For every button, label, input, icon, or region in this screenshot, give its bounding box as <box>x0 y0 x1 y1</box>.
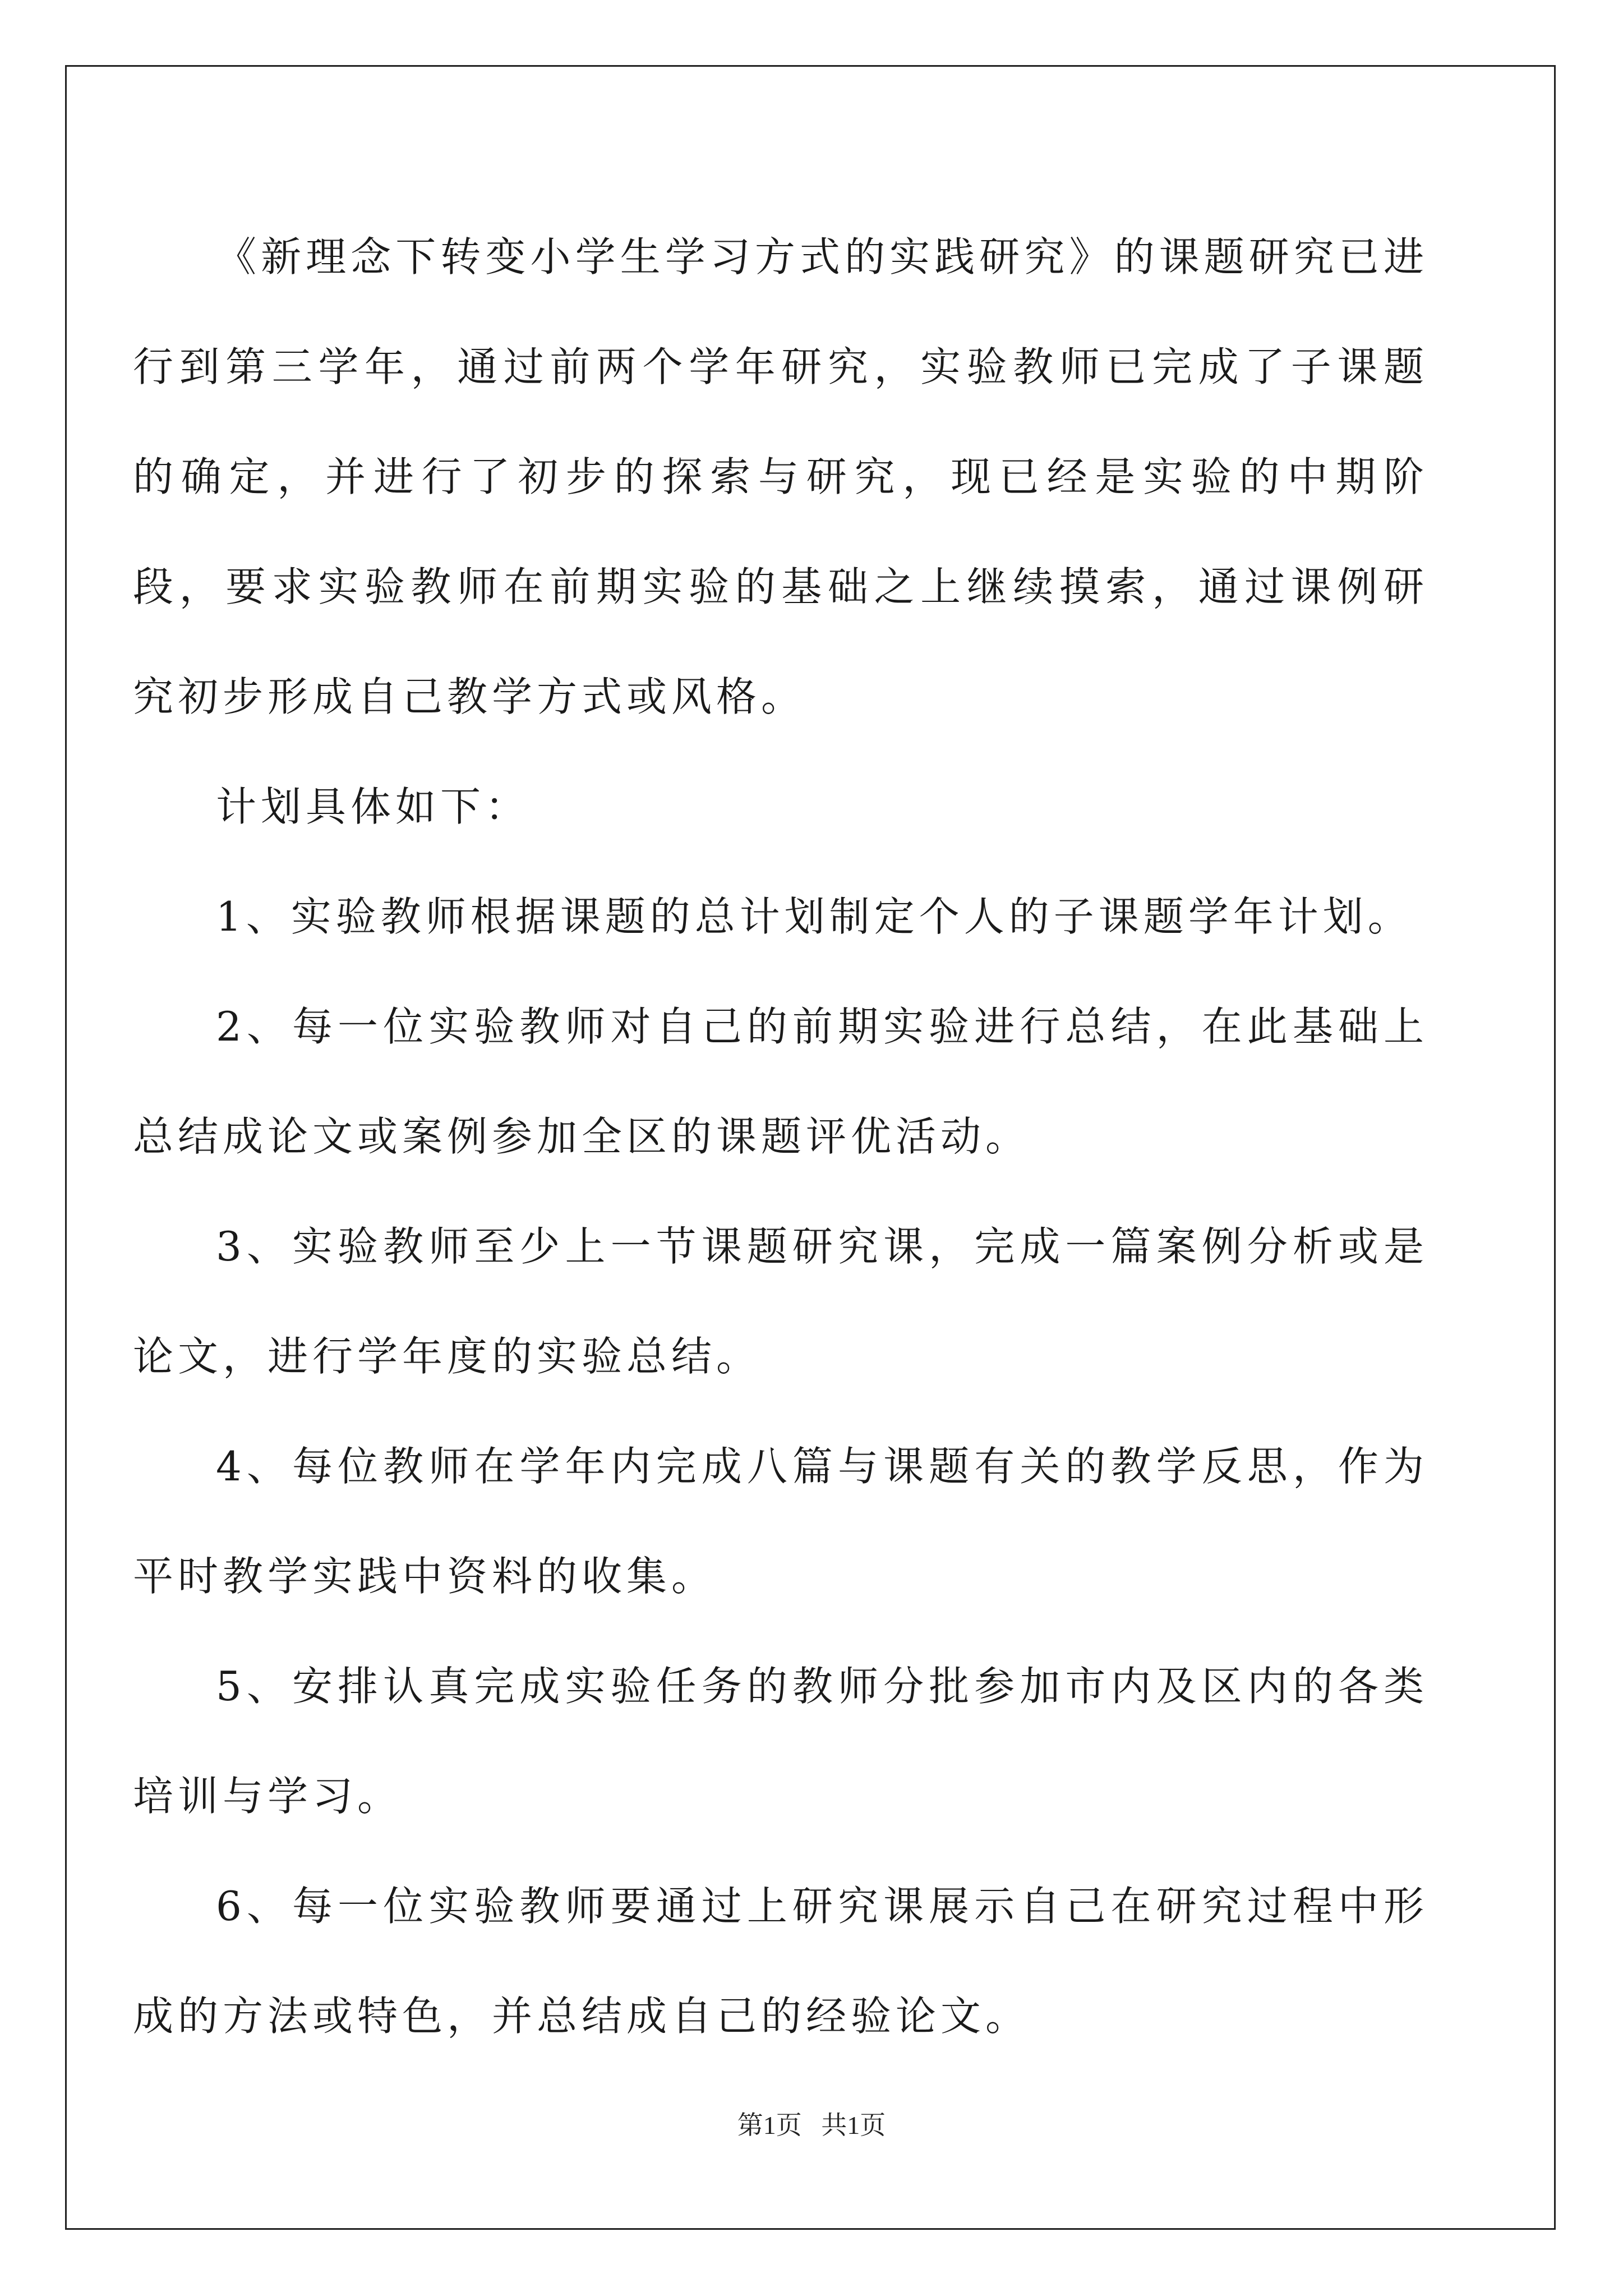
page-number-footer: 第1页 共1页 <box>737 2111 886 2139</box>
plan-item-6: 6、每一位实验教师要通过上研究课展示自己在研究过程中形成的方法或特色，并总结成自己的经验论文。 <box>133 1883 1428 2040</box>
plan-item-3: 3、实验教师至少上一节课题研究课，完成一篇案例分析或是论文，进行学年度的实验总结。 <box>133 1223 1428 1380</box>
document-body <box>133 202 1428 2071</box>
intro-paragraph: 《新理念下转变小学生学习方式的实践研究》的课题研究已进行到第三学年，通过前两个学年研究，实验教师已完成了子课题的确定，并进行了初步的探索与研究，现已经是实验的中期阶段，要求实验教师在前期实验的基础之上继续摸索，通过课例研究初步形成自己教学方式或风格。 <box>133 233 1428 720</box>
plan-item-2: 2、每一位实验教师对自己的前期实验进行总结，在此基础上总结成论文或案例参加全区的课题评优活动。 <box>133 1003 1428 1160</box>
plan-heading: 计划具体如下： <box>216 783 531 830</box>
plan-item-1: 1、实验教师根据课题的总计划制定个人的子课题学年计划。 <box>216 893 1413 940</box>
plan-item-5: 5、安排认真完成实验任务的教师分批参加市内及区内的各类培训与学习。 <box>133 1663 1428 1820</box>
plan-item-4: 4、每位教师在学年内完成八篇与课题有关的教学反思，作为平时教学实践中资料的收集。 <box>133 1443 1428 1600</box>
